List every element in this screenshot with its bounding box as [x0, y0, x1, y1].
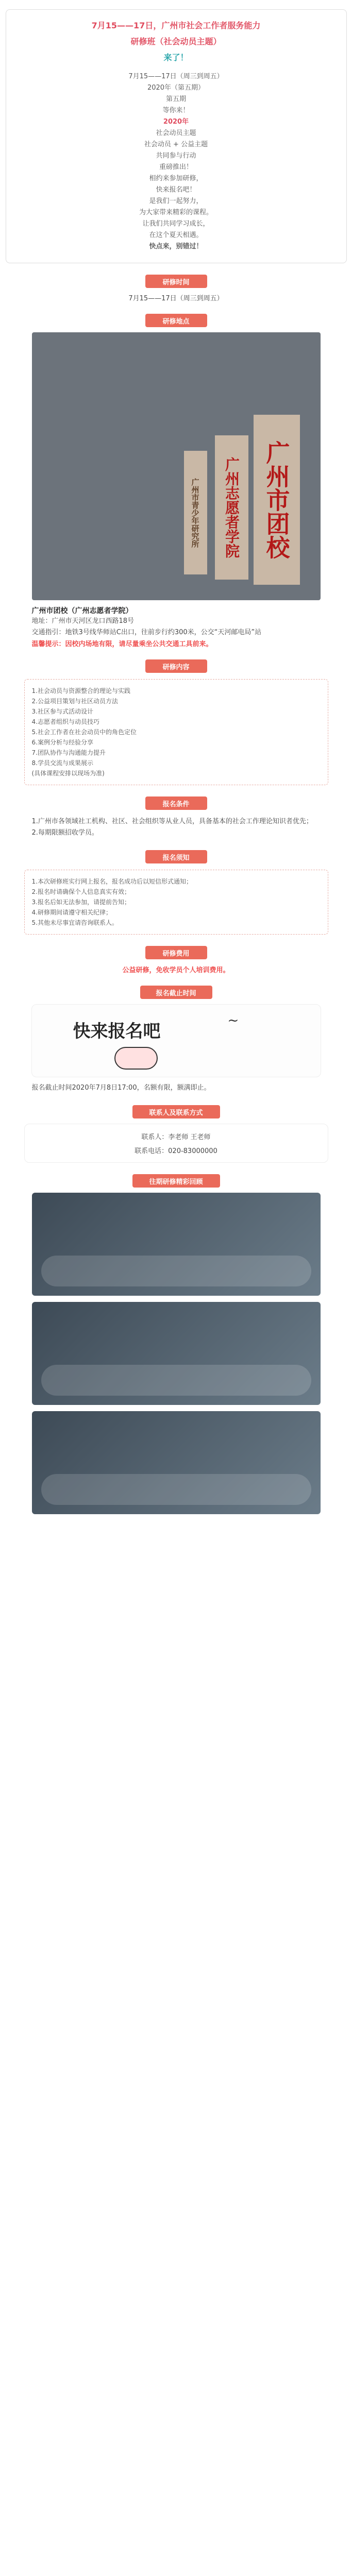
signup-cta-tilde: ~ [227, 1013, 239, 1028]
page-root [0, 9, 352, 2576]
conditions-line-2: 2.每期限额招收学员。 [31, 829, 98, 837]
contact-phone: 联系电话：020-83000000 [135, 1147, 217, 1155]
place-addr-2: 交通指引：地铁3号线华师站C出口，往前步行约300米，公交“天河邮电局”站 [31, 629, 262, 636]
fee-info [32, 964, 321, 974]
conditions-line-1: 1.广州市各领域社工机构、社区、社会组织等从业人员，具备基本的社会工作理论知识者优先； [31, 818, 313, 825]
time-section [0, 275, 352, 304]
register-item: 2.报名时请确保个人信息真实有效； [31, 888, 130, 895]
photo-overlay [41, 1365, 311, 1396]
gallery-photo [32, 1302, 321, 1405]
hero-tagline-1: 社会动员 + 公益主题 [144, 141, 208, 148]
content-item: 6.案例分析与经验分享 [31, 739, 93, 746]
time-value: 7月15——17日（周三到周五） [128, 295, 224, 302]
hero-title-1: 7月15——17日，广州市社会工作者服务能力 [91, 21, 261, 30]
hero-year-line: 2020年（第五期） [147, 84, 205, 92]
register-label: 报名须知 [145, 850, 207, 863]
fee-line: 公益研修，免收学员个人培训费用。 [122, 967, 230, 974]
register-item: 5.其他未尽事宜请咨询联系人。 [31, 919, 118, 926]
gallery-photo [32, 1193, 321, 1296]
content-list [24, 679, 328, 785]
hero-date-line: 7月15——17日（周三到周五） [128, 73, 224, 80]
content-item: 8.学员交流与成果展示 [31, 759, 93, 767]
place-warn: 温馨提示：因校内场地有限，请尽量乘坐公共交通工具前来。 [31, 640, 213, 648]
hero-title-2: 研修班（社会动员主题） [130, 37, 222, 46]
place-label: 研修地点 [145, 314, 207, 327]
fee-section [0, 946, 352, 974]
fee-label: 研修费用 [145, 946, 207, 959]
photo-overlay [41, 1256, 311, 1286]
conditions-label: 报名条件 [145, 796, 207, 810]
hero-closing-3: 快来报名吧！ [156, 186, 196, 194]
content-note: (具体课程安排以现场为准) [31, 770, 105, 777]
hero-motto-1: 是我们一起努力， [149, 197, 203, 205]
register-item: 4.研修期间请遵守相关纪律； [31, 909, 112, 916]
signup-label: 报名截止时间 [140, 986, 212, 999]
hero-motto-4: 在这个夏天相遇。 [149, 231, 203, 239]
content-item: 4.志愿者组织与动员技巧 [31, 718, 99, 725]
signup-cta [31, 1004, 321, 1077]
gallery-section [0, 1174, 352, 1514]
gallery-label: 往期研修精彩回顾 [132, 1174, 220, 1188]
gallery-photos [32, 1193, 321, 1514]
deadline-info [32, 1082, 321, 1094]
sign-large: 广州市团校 [254, 415, 300, 585]
hero-highlight: 等你来！ [162, 107, 190, 114]
deadline-line: 报名截止时间2020年7月8日17:00，名额有限，额满即止。 [31, 1084, 211, 1092]
content-label: 研修内容 [145, 659, 207, 673]
hero-closing-1: 重磅推出！ [159, 163, 193, 171]
register-section [0, 850, 352, 935]
hero-title-4: 第五期 [165, 95, 186, 103]
contact-label: 联系人及联系方式 [132, 1105, 220, 1118]
contact-card [24, 1124, 328, 1163]
hero-closing-2: 相约来参加研修， [149, 175, 203, 182]
hero-mode-line: 社会动员主题 [156, 129, 196, 137]
register-item: 1.本次研修班实行网上报名，报名成功后以短信形式通知； [31, 878, 192, 885]
place-addr-1: 地址：广州市天河区龙口西路18号 [31, 617, 135, 625]
signup-banner [32, 986, 321, 999]
contact-name: 联系人：李老师 王老师 [141, 1133, 211, 1141]
hero-title-3: 来了！ [163, 53, 189, 62]
content-item: 7.团队协作与沟通能力提升 [31, 749, 106, 756]
hero-tagline-2: 共同参与行动 [156, 152, 196, 160]
gallery-photo [32, 1411, 321, 1514]
content-item: 2.公益项目策划与社区动员方法 [31, 698, 118, 705]
conditions-info [32, 816, 321, 839]
hero-lines [11, 71, 341, 252]
content-item: 1.社会动员与资源整合的理论与实践 [31, 687, 130, 694]
register-list [24, 870, 328, 935]
content-section [0, 659, 352, 785]
hero-motto-2: 为大家带来精彩的课程。 [139, 209, 213, 216]
signup-section [0, 986, 352, 1094]
content-item: 5.社会工作者在社会动员中的角色定位 [31, 728, 137, 736]
hero-motto-3: 让我们共同学习成长， [142, 220, 210, 228]
hero-year-highlight: 2020年 [163, 118, 189, 126]
smiley-icon [114, 1047, 158, 1070]
hero-end-line: 快点来，别错过！ [149, 243, 203, 250]
register-item: 3.报名后如无法参加，请提前告知； [31, 899, 130, 906]
time-label: 研修时间 [145, 275, 207, 288]
building-photo [32, 332, 321, 600]
sign-mid: 广州志愿者学院 [215, 435, 248, 580]
photo-overlay [41, 1474, 311, 1505]
conditions-section [0, 796, 352, 839]
contact-section [0, 1105, 352, 1163]
place-org: 广州市团校（广州志愿者学院） [31, 607, 133, 615]
content-item: 3.社区参与式活动设计 [31, 708, 93, 715]
signup-cta-text: 快来报名吧 [73, 1021, 161, 1042]
place-info [32, 605, 321, 648]
sign-small: 广州市青少年研究所 [184, 451, 207, 574]
place-section [0, 314, 352, 648]
hero-card [6, 9, 347, 263]
